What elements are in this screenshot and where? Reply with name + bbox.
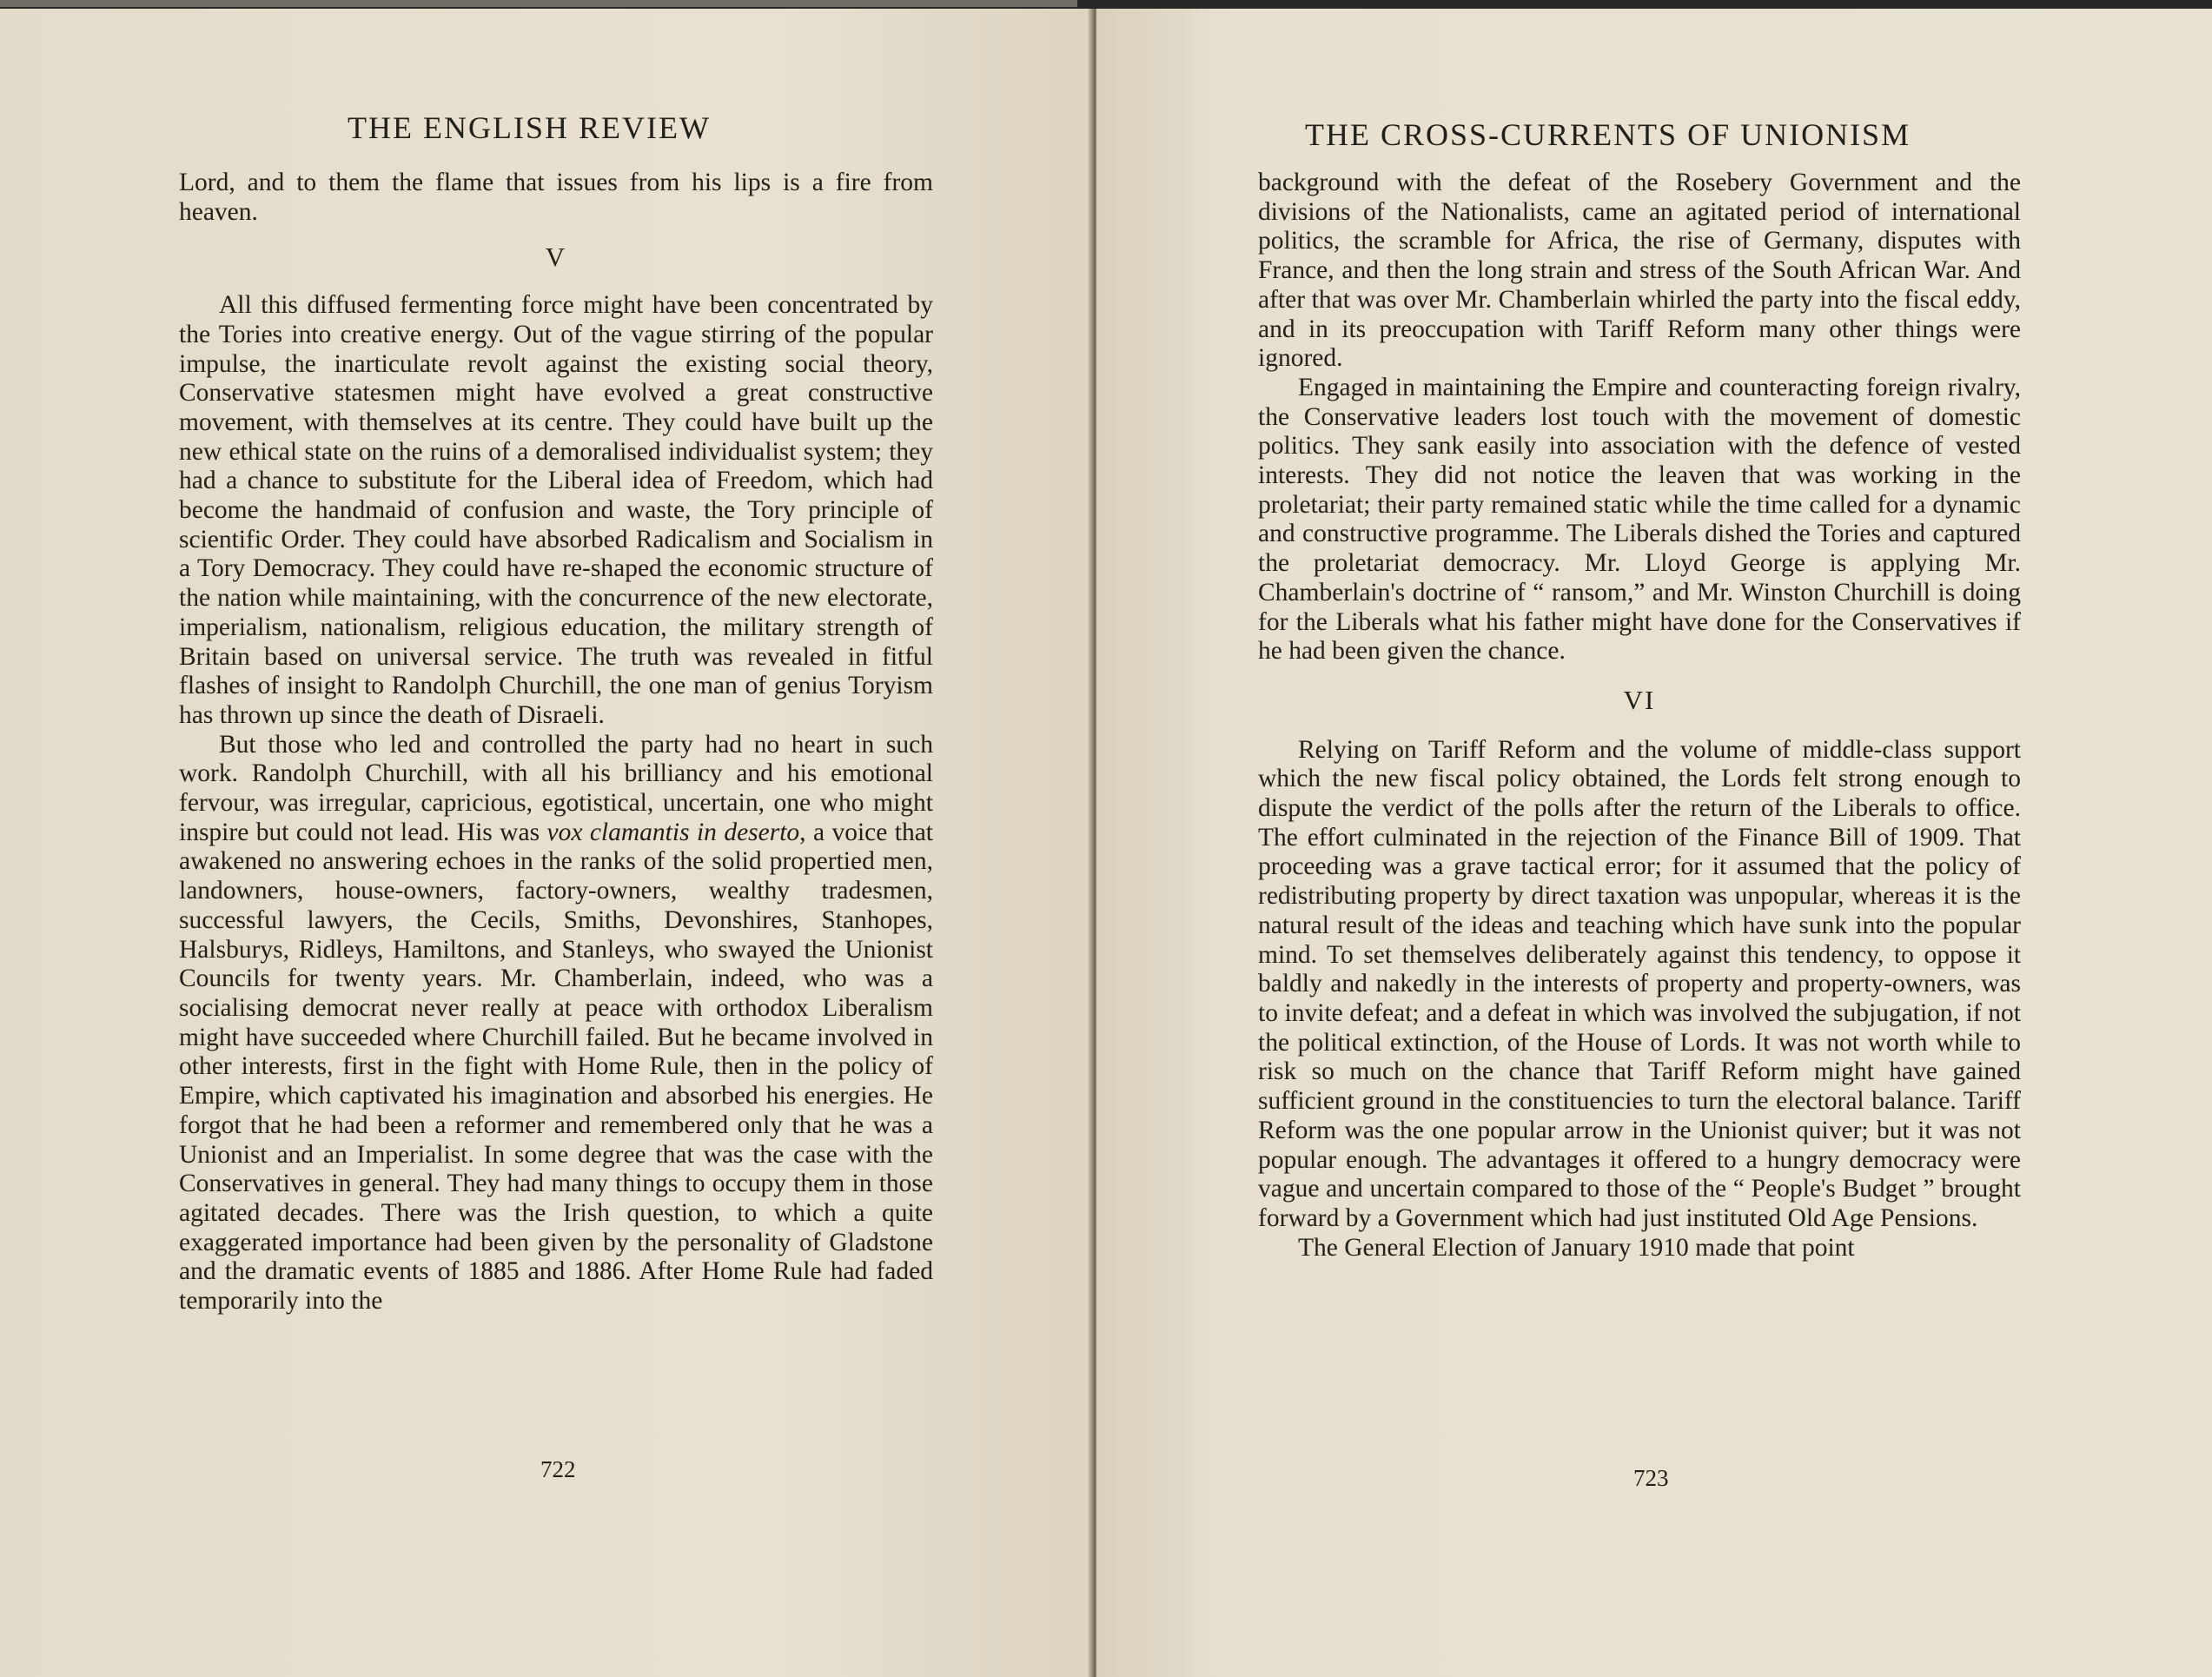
- right-paragraph-b: Relying on Tariff Reform and the volume of middle-class support which the new fiscal policy obtained, the Lords felt strong enough to dispute the verdict of the polls after the return of the Liberals to office. The effort culminated in the rejection of the Finance Bill of 1909. That proceeding was a grave tactical error; for it assumed that the policy of redistributing property by direct taxation was unpopular, whereas it is the natural result of the ideas and teaching which have sunk into the popular mind. To set themselves deliberately against this tendency, to oppose it baldly and nakedly in the interests of property and property-owners, was to invite defeat; and a defeat in which was involved the subjugation, if not the political extinction, of the House of Lords. It was not worth while to risk so much on the chance that Tariff Reform might have gained sufficient ground in the constituencies to turn the electoral balance. Tariff Reform was the one popular arrow in the Unionist quiver; but it was not popular enough. The advantages it offered to a hungry democracy were vague and uncertain compared to those of the “ People's Budget ” brought forward by a Government which had just instituted Old Age Pensions.: [1258, 735, 2021, 1232]
- right-paragraph-c: The General Election of January 1910 made that point: [1298, 1233, 1855, 1262]
- section-heading-vi: VI: [1623, 684, 1656, 715]
- section-heading-v: V: [545, 242, 567, 273]
- left-paragraph-1: All this diffused fermenting force might have been concentrated by the Tories into creative energy. Out of the vague stirring of the popular impulse, the inarticulate revolt against the existing social theory, Conservative statesmen might have evolved a great constructive movement, with themselves at its centre. They could have built up the new ethical state on the ruins of a demoralised individualist system; they had a chance to substitute for the Liberal idea of Freedom, which had become the handmaid of confusion and waste, the Tory principle of scientific Order. They could have absorbed Radicalism and Socialism in a Tory Democracy. They could have re-shaped the economic structure of the nation while maintaining, with the concurrence of the new electorate, imperialism, nationalism, religious education, the military strength of Britain based on universal service. The truth was revealed in fitful flashes of insight to Randolph Churchill, the one man of genius Toryism has thrown up since the death of Disraeli.: [179, 291, 933, 729]
- left-paragraph-2-part-b: , a voice that awakened no answering echoes in the ranks of the solid propertied men, landowners, house-owners, factory-owners, wealthy tradesmen, successful lawyers, the Cecils, Smiths, Devonshires, Stanhopes, Halsburys, Ridleys, Hamiltons, and Stanleys, who swayed the Unionist Councils for twenty years. Mr. Chamberlain, indeed, who was a socialising democrat never really at peace with orthodox Liberalism might have succeeded where Churchill failed. But he became involved in other interests, first in the fight with Home Rule, then in the policy of Empire, which captivated his imagination and absorbed his energies. He forgot that he had been a reformer and remembered only that he was a Unionist and an Imperialist. In some degree that was the case with the Conservatives in general. They had many things to occupy them in those agitated decades. There was the Irish question, to which a quite exaggerated importance had been given by the personality of Gladstone and the dramatic events of 1885 and 1886. After Home Rule had faded temporarily into the: [179, 818, 933, 1316]
- left-running-head: THE ENGLISH REVIEW: [348, 110, 711, 145]
- left-text-column: [179, 169, 933, 1316]
- right-text-column: [1258, 169, 2021, 1263]
- left-page-number: 722: [540, 1456, 576, 1482]
- left-paragraph-2: [179, 731, 933, 1316]
- page-block-edge: [0, 0, 1077, 7]
- right-paragraph-a: Engaged in maintaining the Empire and counteracting foreign rivalry, the Conservative leaders lost touch with the movement of domestic politics. They sank easily into association with the defence of vested interests. They did not notice the leaven that was working in the proletariat; their party remained static while the time called for a dynamic and constructive programme. The Liberals dished the Tories and captured the proletariat democracy. Mr. Lloyd George is applying Mr. Chamberlain's doctrine of “ ransom,” and Mr. Winston Churchill is doing for the Liberals what his father might have done for the Conservatives if he had been given the chance.: [1258, 373, 2021, 666]
- right-running-head: THE CROSS-CURRENTS OF UNIONISM: [1305, 117, 1911, 152]
- left-opening-paragraph: Lord, and to them the flame that issues from his lips is a fire from heaven.: [179, 169, 933, 226]
- latin-phrase: vox clamantis in deserto: [546, 818, 800, 846]
- left-paragraph-2-part-a: But those who led and controlled the party had no heart in such work. Randolph Churchill, with all his brilliancy and his emotional fervour, was irregular, capricious, egotistical, uncertain, one who might inspire but could not lead. His was: [179, 730, 933, 846]
- right-page-number: 723: [1633, 1465, 1669, 1491]
- left-page: [0, 9, 1093, 1677]
- right-opening-paragraph: background with the defeat of the Rosebery Government and the divisions of the Nationalists, came an agitated period of international politics, the scramble for Africa, the rise of Germany, disputes with France, and then the long strain and stress of the South African War. And after that was over Mr. Chamberlain whirled the party into the fiscal eddy, and in its preoccupation with Tariff Reform many other things were ignored.: [1258, 169, 2021, 373]
- right-page: [1096, 9, 2212, 1677]
